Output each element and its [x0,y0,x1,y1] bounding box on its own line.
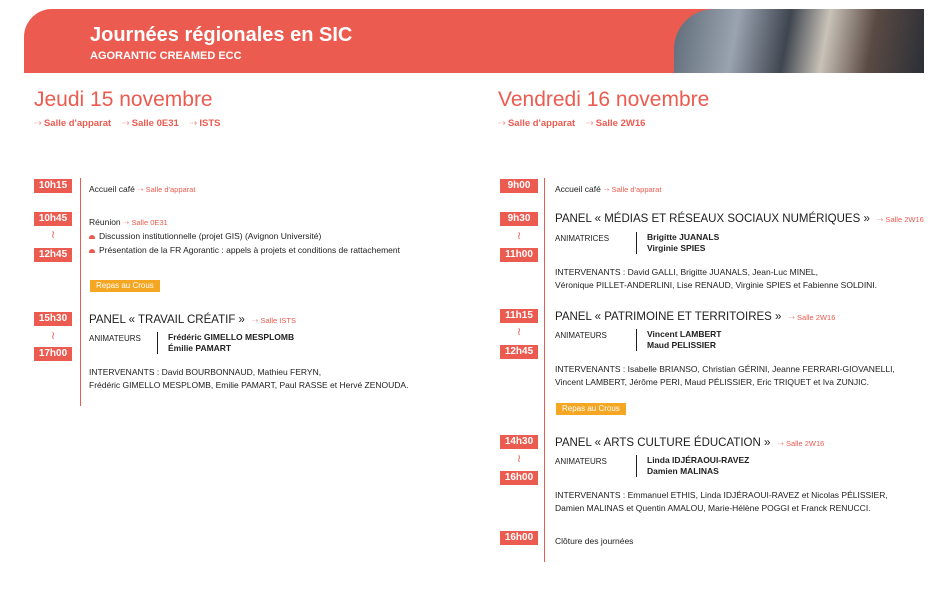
to-icon: ≀ [516,326,522,338]
role-label: ANIMATEURS [555,457,607,466]
time-badge: 17h00 [34,347,72,361]
to-icon: ≀ [516,453,522,465]
room-label: Salle d'apparat [43,118,112,129]
time-badge: 16h00 [500,471,538,485]
arrow-icon: ⇢ [123,218,130,227]
event-label: Accueil café ⇢ Salle d'apparat [555,184,662,194]
arrow-icon: ⇢ [252,316,259,325]
intervenants: INTERVENANTS : David BOURBONNAUD, Mathieu FERYN, Frédéric GIMELLO MESPLOMB, Emilie PAMART, Paul RASSE et Hervé ZENOUDA. [89,367,409,390]
role-label: ANIMATRICES [555,234,610,243]
to-icon: ≀ [50,229,56,241]
bullet-item: Discussion institutionnelle (projet GIS) (Avignon Université) [89,231,321,241]
arrow-icon: ⇢ [137,185,144,194]
time-badge: 10h15 [34,179,72,193]
bullet-icon [89,249,95,253]
rooms-left [34,118,221,129]
header-photo [674,9,924,73]
panel-title: PANEL « PATRIMOINE ET TERRITOIRES » ⇢ Salle 2W16 [555,311,836,323]
header-banner [24,9,924,73]
arrow-icon: ⇢ [777,439,784,448]
arrow-icon: ⇢ [585,118,594,129]
time-badge: 12h45 [500,345,538,359]
bullet-item: Présentation de la FR Agorantic : appels à projets et conditions de rattachement [89,245,400,255]
room-label: ISTS [199,118,221,129]
repas-badge: Repas au Crous [90,280,160,292]
page-subtitle: AGORANTIC CREAMED ECC [90,50,242,62]
repas-badge: Repas au Crous [556,403,626,415]
arrow-icon: ⇢ [189,118,198,129]
people-list: Frédéric GIMELLO MESPLOMB Émilie PAMART [157,332,294,354]
room-label: Salle d'apparat [507,118,576,129]
role-label: ANIMATEURS [89,334,141,343]
time-badge: 9h00 [500,179,538,193]
rooms-right [498,118,645,129]
panel-title: PANEL « MÉDIAS ET RÉSEAUX SOCIAUX NUMÉRIQUES » ⇢ Salle 2W16 [555,213,924,225]
event-label: Clôture des journées [555,536,634,546]
page-title: Journées régionales en SIC [90,24,353,46]
to-icon: ≀ [50,330,56,342]
time-badge: 11h00 [500,248,538,262]
day-title-left: Jeudi 15 novembre [34,88,213,111]
time-badge: 10h45 [34,212,72,226]
time-badge: 15h30 [34,312,72,326]
event-label: Accueil café ⇢ Salle d'apparat [89,184,196,194]
people-list: Linda IDJÉRAOUI-RAVEZ Damien MALINAS [636,455,749,477]
arrow-icon: ⇢ [34,118,42,129]
room-label: Salle 2W16 [595,118,646,129]
panel-title: PANEL « TRAVAIL CRÉATIF » ⇢ Salle ISTS [89,314,296,326]
day-title-right: Vendredi 16 novembre [498,88,710,111]
room-label: Salle 0E31 [131,118,179,129]
arrow-icon: ⇢ [603,185,610,194]
panel-title: PANEL « ARTS CULTURE ÉDUCATION » ⇢ Salle 2W16 [555,437,825,449]
role-label: ANIMATEURS [555,331,607,340]
timeline-line-left [80,178,81,406]
arrow-icon: ⇢ [121,118,130,129]
arrow-icon: ⇢ [877,215,884,224]
bullet-icon [89,235,95,239]
time-badge: 9h30 [500,212,538,226]
time-badge: 11h15 [500,309,538,323]
arrow-icon: ⇢ [788,313,795,322]
people-list: Brigitte JUANALS Virginie SPIES [636,232,719,254]
time-badge: 14h30 [500,435,538,449]
intervenants: INTERVENANTS : David GALLI, Brigitte JUANALS, Jean-Luc MINEL, Véronique PILLET-ANDERLINI, Lise RENAUD, Virginie SPIES et Fabienne SOLDINI. [555,267,878,290]
to-icon: ≀ [516,230,522,242]
intervenants: INTERVENANTS : Emmanuel ETHIS, Linda IDJÉRAOUI-RAVEZ et Nicolas PÉLISSIER, Damien MALINAS et Quentin AMALOU, Marie-Hélène POGGI et Franck RENUCCI. [555,490,888,513]
people-list: Vincent LAMBERT Maud PELISSIER [636,329,721,351]
timeline-line-right [544,178,545,562]
arrow-icon: ⇢ [498,118,506,129]
time-badge: 12h45 [34,248,72,262]
time-badge: 16h00 [500,531,538,545]
intervenants: INTERVENANTS : Isabelle BRIANSO, Christian GÉRINI, Jeanne FERRARI-GIOVANELLI, Vincent LAMBERT, Jérôme PERI, Maud PÉLISSIER, Eric TRIQUET et Iva ZUNJIC. [555,364,895,387]
event-label: Réunion ⇢ Salle 0E31 [89,217,168,227]
